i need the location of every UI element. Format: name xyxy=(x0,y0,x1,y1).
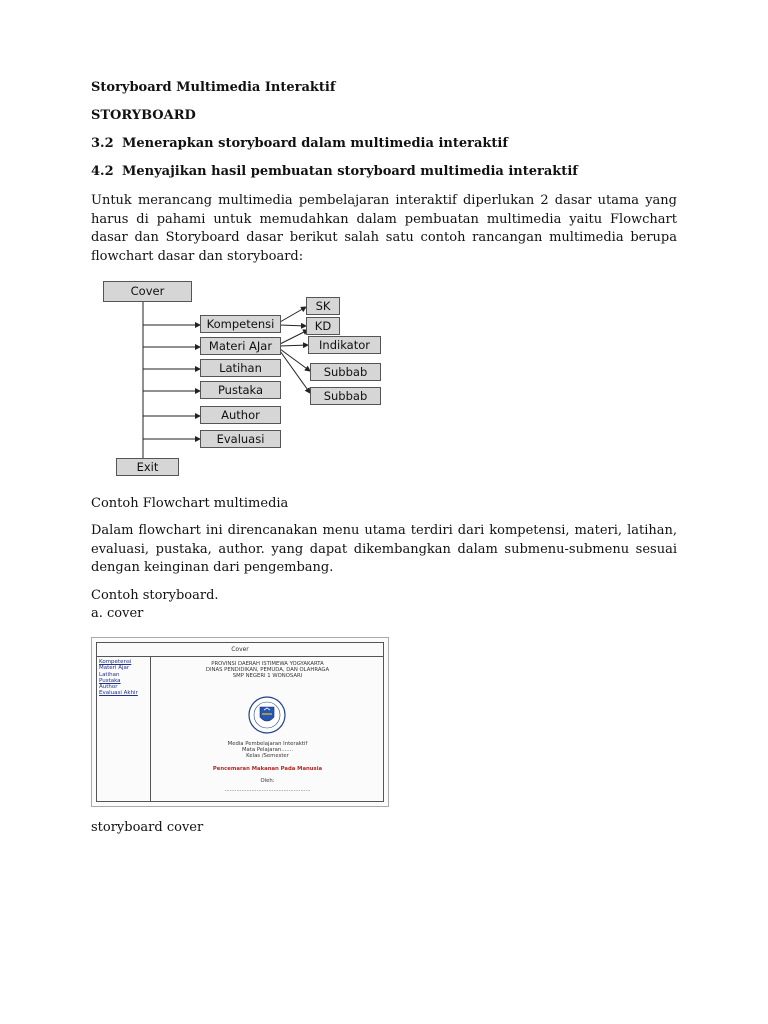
storyboard-menu xyxy=(97,657,151,801)
objective-1-text: Menerapkan storyboard dalam multimedia interaktif xyxy=(122,136,508,151)
storyboard-menu-item: Latihan xyxy=(99,671,120,678)
flowchart-sub-subbab-1: Subbab xyxy=(310,363,381,381)
flowchart-exit-box: Exit xyxy=(116,458,179,476)
storyboard-intro: Contoh storyboard. xyxy=(91,588,219,603)
arrow-subbab-1 xyxy=(280,349,310,371)
flowchart-cover-box: Cover xyxy=(103,281,192,302)
objective-2-text: Menyajikan hasil pembuatan storyboard multimedia interaktif xyxy=(122,164,578,179)
flowchart-menu-pustaka: Pustaka xyxy=(200,381,281,399)
storyboard-frame xyxy=(96,642,384,802)
storyboard-menu-item: Author xyxy=(99,684,118,691)
flowchart-paragraph: Dalam flowchart ini direncanakan menu utama terdiri dari kompetensi, materi, latihan, evaluasi, pustaka, author. yang dapat dikembangkan dalam submenu-submenu sesuai dengan keinginan dari pengembang. xyxy=(91,523,677,575)
storyboard-org-line-2: DINAS PENDIDIKAN, PEMUDA, DAN OLAHRAGA xyxy=(205,667,330,673)
storyboard-caption: storyboard cover xyxy=(91,820,204,835)
storyboard-class-line: Kelas /Semester xyxy=(246,753,289,759)
storyboard-menu-item: Materi Ajar xyxy=(99,665,130,672)
section-heading: STORYBOARD xyxy=(91,108,196,123)
flowchart-menu-latihan: Latihan xyxy=(200,359,281,377)
flowchart-caption: Contoh Flowchart multimedia xyxy=(91,496,289,511)
storyboard-menu-item: Kompetensi xyxy=(99,659,132,665)
storyboard-by-line: Oleh: xyxy=(260,778,275,784)
arrow-kd xyxy=(280,325,306,326)
storyboard-subject-line: Mata Pelajaran....... xyxy=(241,747,294,753)
flowchart-sub-subbab-2: Subbab xyxy=(310,387,381,405)
storyboard-menu-item: Pustaka xyxy=(99,677,121,684)
document-title: Storyboard Multimedia Interaktif xyxy=(91,80,336,95)
flowchart-menu-kompetensi: Kompetensi xyxy=(200,315,281,333)
objective-2 xyxy=(91,164,578,180)
storyboard-org-line-3: SMP NEGERI 1 WONOSARI xyxy=(232,673,303,679)
flowchart-menu-evaluasi: Evaluasi xyxy=(200,430,281,448)
arrow-subbab-2 xyxy=(280,351,310,393)
storyboard-item-label: a. cover xyxy=(91,606,144,621)
flowchart-menu-materi: Materi AJar xyxy=(200,337,281,355)
flowchart-sub-kd: KD xyxy=(306,317,340,335)
flowchart-sub-sk: SK xyxy=(306,297,340,315)
objective-2-number: 4.2 xyxy=(91,164,114,179)
objective-1-number: 3.2 xyxy=(91,136,114,151)
storyboard-header: Cover xyxy=(97,643,383,657)
intro-paragraph: Untuk merancang multimedia pembelajaran interaktif diperlukan 2 dasar utama yang harus di pahami untuk memudahkan dalam pembuatan multimedia yaitu Flowchart dasar dan Storyboard dasar berikut salah satu contoh rancangan multimedia berupa flowchart dasar dan storyboard: xyxy=(91,193,677,264)
flowchart-figure xyxy=(96,278,396,480)
arrow-indikator xyxy=(280,345,308,346)
school-logo-icon xyxy=(247,695,287,735)
flowchart-menu-author: Author xyxy=(200,406,281,424)
storyboard-dotted-line: ................................................... xyxy=(224,787,311,793)
storyboard-media-line: Media Pembelajaran Interaktif xyxy=(227,741,308,747)
storyboard-main xyxy=(152,657,383,801)
storyboard-org-line-1: PROVINSI DAERAH ISTIMEWA YOGYAKARTA xyxy=(211,661,324,667)
storyboard-cover-figure xyxy=(91,637,389,807)
arrow-sk xyxy=(280,307,306,322)
arrow-materi-kd xyxy=(280,330,308,344)
storyboard-title-line: Pencemaran Makanan Pada Manusia xyxy=(212,766,323,772)
flowchart-sub-indikator: Indikator xyxy=(308,336,381,354)
storyboard-menu-item: Evaluasi Akhir xyxy=(99,690,138,697)
objective-1 xyxy=(91,136,508,152)
